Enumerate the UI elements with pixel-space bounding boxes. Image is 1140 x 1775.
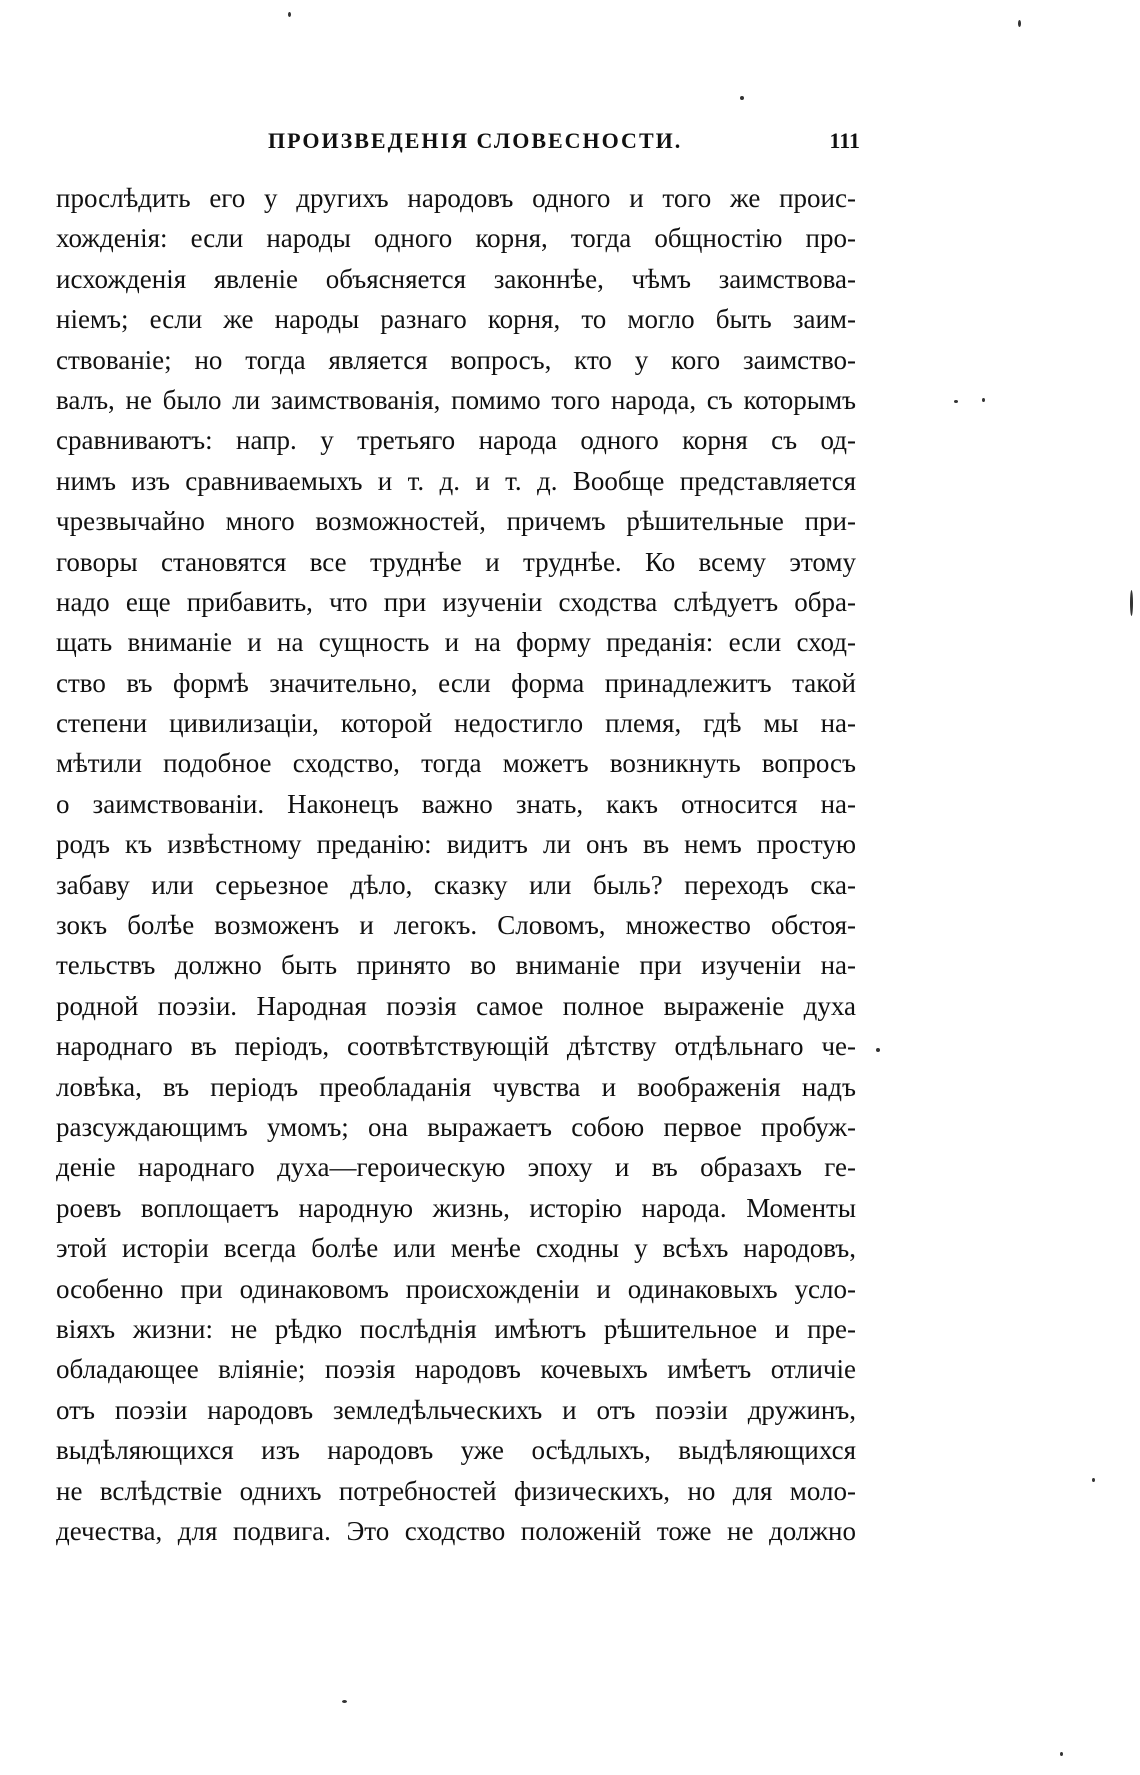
scan-speck: [342, 1700, 347, 1703]
scan-speck: [1092, 1478, 1095, 1482]
text-line: хожденія: если народы одного корня, тогда общностію про-: [56, 223, 856, 254]
scan-speck: [982, 398, 985, 402]
text-line: прослѣдить его у другихъ народовъ одного и того же проис-: [56, 183, 856, 213]
text-line: дечества, для подвига. Это сходство положеній тоже не должно: [56, 1515, 856, 1546]
page-header: [268, 128, 860, 168]
text-line: надо еще прибавить, что при изученіи сходства слѣдуетъ обра-: [56, 586, 856, 617]
text-line: обладающее вліяніе; поэзія народовъ кочевыхъ имѣетъ отличіе: [56, 1354, 856, 1385]
scan-speck: [1018, 20, 1021, 27]
text-line: говоры становятся все труднѣе и труднѣе. Ко всему этому: [56, 546, 856, 577]
scan-speck: [1130, 590, 1133, 616]
text-line: особенно при одинаковомъ происхожденіи и одинаковыхъ усло-: [56, 1273, 856, 1304]
scan-speck: [740, 96, 744, 100]
scan-speck: [954, 400, 958, 403]
text-line: нимъ изъ сравниваемыхъ и т. д. и т. д. Вообще представляется: [56, 465, 856, 496]
text-line: не вслѣдствіе однихъ потребностей физическихъ, но для моло-: [56, 1475, 856, 1506]
text-line: зокъ болѣе возможенъ и легокъ. Словомъ, множество обстоя-: [56, 910, 856, 941]
running-title: ПРОИЗВЕДЕНІЯ СЛОВЕСНОСТИ.: [268, 128, 683, 153]
text-line: ство въ формѣ значительно, если форма принадлежитъ такой: [56, 667, 856, 698]
text-line: народнаго въ періодъ, соотвѣтствующій дѣтству отдѣльнаго че-: [56, 1031, 856, 1062]
text-line: чрезвычайно много возможностей, причемъ рѣшительные при-: [56, 506, 856, 537]
text-line: мѣтили подобное сходство, тогда можетъ возникнуть вопросъ: [56, 748, 856, 779]
text-line: отъ поэзіи народовъ земледѣльческихъ и отъ поэзіи дружинъ,: [56, 1394, 856, 1425]
page-number: 111: [829, 128, 860, 153]
text-line: тельствъ должно быть принято во вниманіе при изученіи на-: [56, 950, 856, 981]
text-line: ніемъ; если же народы разнаго корня, то могло быть заим-: [56, 304, 856, 335]
text-line: разсуждающимъ умомъ; она выражаетъ собою первое пробуж-: [56, 1111, 856, 1142]
text-line: віяхъ жизни: не рѣдко послѣднія имѣютъ рѣшительное и пре-: [56, 1313, 856, 1344]
body-text: [56, 178, 856, 1551]
scan-speck: [876, 1048, 880, 1052]
text-line: сравниваютъ: напр. у третьяго народа одного корня съ од-: [56, 425, 856, 456]
text-line: родъ къ извѣстному преданію: видитъ ли онъ въ немъ простую: [56, 829, 856, 860]
text-line: ствованіе; но тогда является вопросъ, кто у кого заимство-: [56, 344, 856, 375]
text-line: деніе народнаго духа—героическую эпоху и въ образахъ ге-: [56, 1152, 856, 1183]
text-line: этой исторіи всегда болѣе или менѣе сходны у всѣхъ народовъ,: [56, 1233, 856, 1264]
scan-speck: [288, 12, 291, 17]
scan-speck: [1060, 1752, 1063, 1756]
text-line: валъ, не было ли заимствованія, помимо того народа, съ которымъ: [56, 384, 856, 415]
text-line: степени цивилизаціи, которой недостигло племя, гдѣ мы на-: [56, 708, 856, 739]
text-line: выдѣляющихся изъ народовъ уже осѣдлыхъ, выдѣляющихся: [56, 1435, 856, 1466]
text-line: исхожденія явленіе объясняется законнѣе, чѣмъ заимствова-: [56, 263, 856, 294]
text-line: щать вниманіе и на сущность и на форму преданія: если сход-: [56, 627, 856, 658]
text-line: забаву или серьезное дѣло, сказку или быль? переходъ ска-: [56, 869, 856, 900]
text-line: родной поэзіи. Народная поэзія самое полное выраженіе духа: [56, 990, 856, 1021]
text-line: о заимствованіи. Наконецъ важно знать, какъ относится на-: [56, 788, 856, 819]
text-line: роевъ воплощаетъ народную жизнь, исторію народа. Моменты: [56, 1192, 856, 1223]
text-line: ловѣка, въ періодъ преобладанія чувства и воображенія надъ: [56, 1071, 856, 1102]
